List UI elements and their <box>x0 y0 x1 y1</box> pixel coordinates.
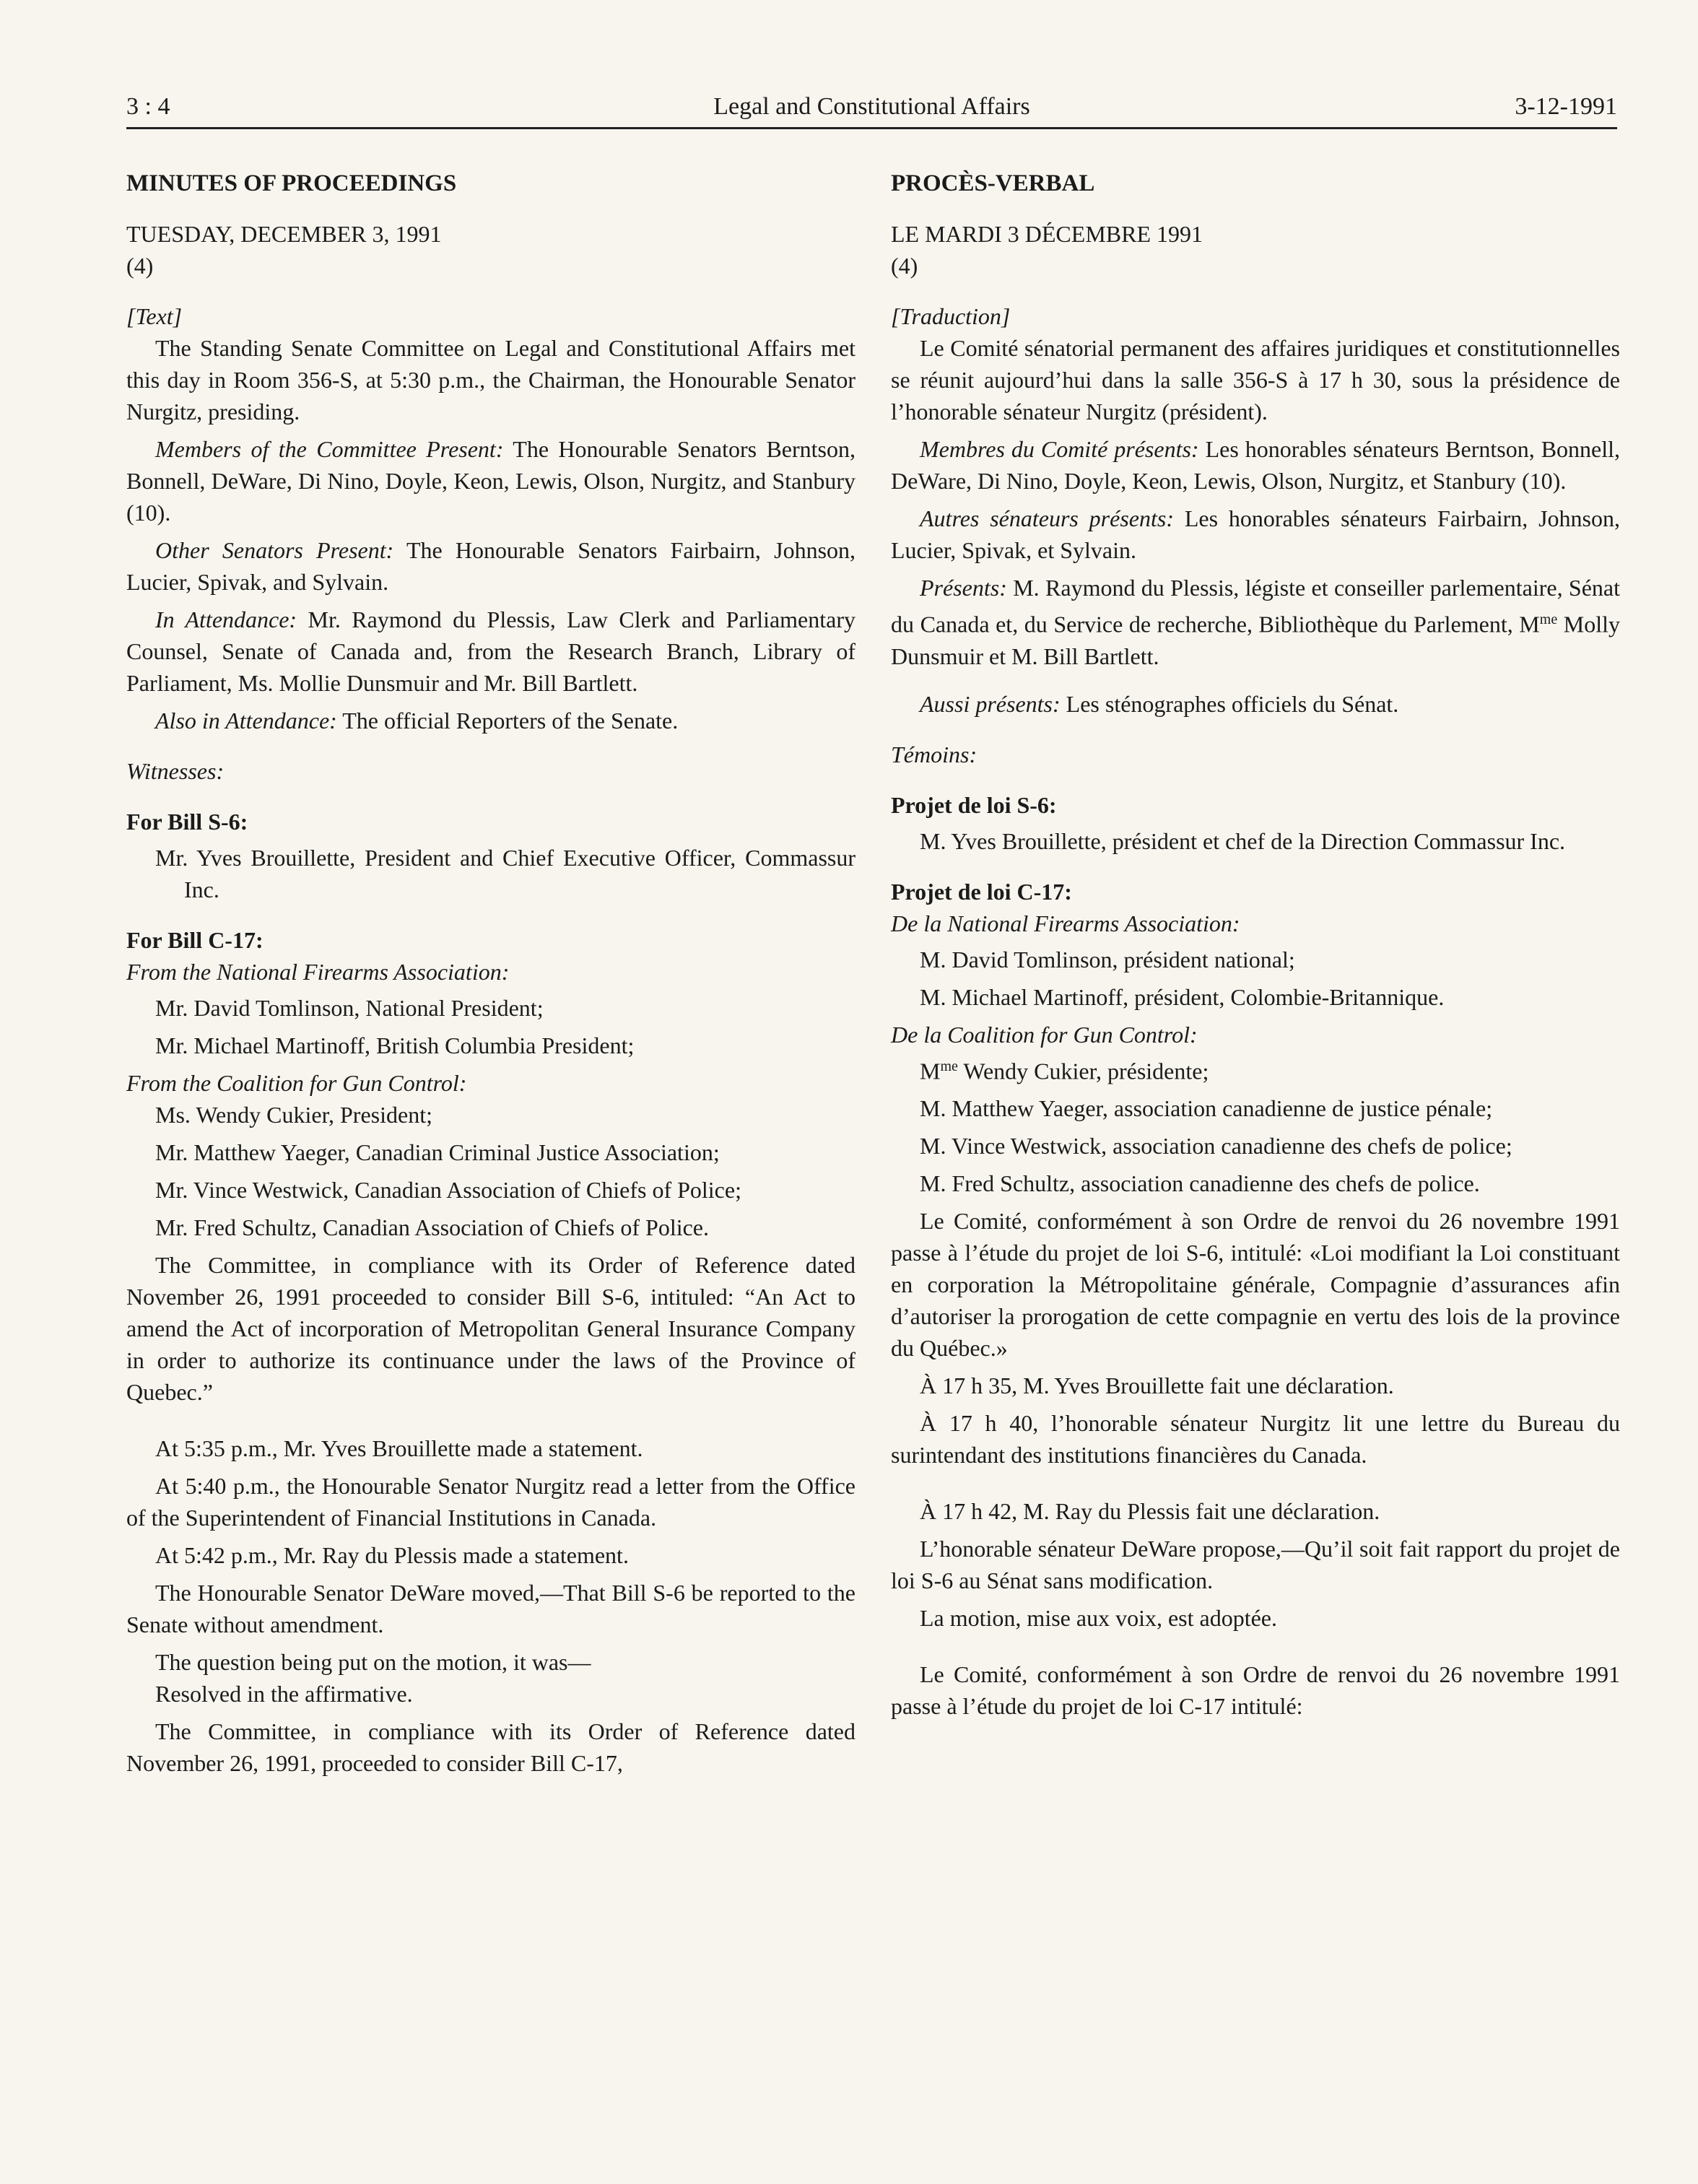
other-senators <box>126 534 855 598</box>
witness-name: Wendy Cukier, présidente; <box>957 1058 1209 1084</box>
question-paragraph: The question being put on the motion, it was— <box>155 1649 591 1675</box>
issue-number: (4) <box>126 253 154 279</box>
cgc-heading: From the Coalition for Gun Control: <box>126 1070 467 1096</box>
members-text: The Honourable Senators Berntson, Bonnell, DeWare, Di Nino, Doyle, Keon, Lewis, Olson, Nurgitz, and Stanbury (10). <box>126 436 856 526</box>
order-of-reference-s6: The Committee, in compliance with its Order of Reference dated November 26, 1991 proceeded to consider Bill S-6, intituled: “An Act to amend the Act of incorporation of Metropolitan General Insurance Company in order to authorize its continuance under the laws of the Province of Quebec.” <box>126 1252 855 1405</box>
adopted-paragraph: La motion, mise aux voix, est adoptée. <box>920 1605 1277 1632</box>
running-header <box>126 88 1617 126</box>
also-in-attendance <box>891 688 1620 720</box>
also-label: Also in Attendance: <box>155 708 337 734</box>
page-number: 3 : 4 <box>126 93 170 120</box>
witness-prefix: M <box>920 1058 941 1084</box>
members-present <box>891 433 1620 497</box>
witness-entry: M. Yves Brouillette, président et chef de la Direction Commassur Inc. <box>920 827 1566 854</box>
witness-entry: Mr. Yves Brouillette, President and Chief Executive Officer, Commassur Inc. <box>155 845 855 902</box>
attendance-label: In Attendance: <box>155 606 297 632</box>
witness-entry: M. Fred Schultz, association canadienne des chefs de police. <box>920 1170 1480 1197</box>
witness-entry <box>891 1050 1620 1087</box>
superscript: me <box>940 1058 958 1074</box>
also-text: Les sténographes officiels du Sénat. <box>1066 690 1399 717</box>
bill-c17-heading: For Bill C-17: <box>126 927 264 953</box>
members-label: Membres du Comité présents: <box>920 436 1199 462</box>
bill-s6-heading: Projet de loi S-6: <box>891 791 1057 818</box>
order-of-reference-c17: Le Comité, conformément à son Ordre de renvoi du 26 novembre 1991 passe à l’étude du projet de loi C-17 intitulé: <box>891 1661 1620 1720</box>
witness-entry: M. Michael Martinoff, président, Colombie-Britannique. <box>920 983 1445 1010</box>
statement-535: At 5:35 p.m., Mr. Yves Brouillette made a statement. <box>155 1435 643 1461</box>
section-heading: PROCÈS-VERBAL <box>891 170 1095 196</box>
letter-540: At 5:40 p.m., the Honourable Senator Nurgitz read a letter from the Office of the Superintendent of Financial Institutions in Canada. <box>126 1473 855 1531</box>
members-present <box>126 433 855 528</box>
nfa-heading: De la National Firearms Association: <box>891 910 1240 936</box>
section-heading: MINUTES OF PROCEEDINGS <box>126 170 457 196</box>
running-title: Legal and Constitutional Affairs <box>713 93 1030 120</box>
witness-entry: M. Matthew Yaeger, association canadienne de justice pénale; <box>920 1095 1493 1122</box>
english-column <box>126 168 855 1785</box>
superscript: me <box>1539 612 1558 627</box>
witnesses-heading: Témoins: <box>891 741 978 767</box>
witness-entry: Mr. David Tomlinson, National President; <box>155 995 544 1021</box>
cgc-heading: De la Coalition for Gun Control: <box>891 1021 1198 1048</box>
motion-paragraph: L’honorable sénateur DeWare propose,—Qu’il soit fait rapport du projet de loi S-6 au Sénat sans modification. <box>891 1536 1620 1594</box>
witness-entry: Mr. Fred Schultz, Canadian Association of Chiefs of Police. <box>155 1214 709 1240</box>
issue-number: (4) <box>891 253 918 279</box>
attendance-text-end: Molly Dunsmuir et M. Bill Bartlett. <box>891 611 1621 669</box>
statement-542: À 17 h 42, M. Ray du Plessis fait une déclaration. <box>920 1498 1380 1525</box>
attendance-text: Mr. Raymond du Plessis, Law Clerk and Parliamentary Counsel, Senate of Canada and, from the Research Branch, Library of Parliament, Ms. Mollie Dunsmuir and Mr. Bill Bartlett. <box>126 606 856 696</box>
also-label: Aussi présents: <box>920 690 1061 717</box>
french-column <box>891 168 1620 1728</box>
motion-paragraph: The Honourable Senator DeWare moved,—That Bill S-6 be reported to the Senate without amendment. <box>126 1580 855 1637</box>
bill-s6-heading: For Bill S-6: <box>126 809 248 835</box>
witness-entry: M. Vince Westwick, association canadienne des chefs de police; <box>920 1133 1512 1160</box>
header-rule <box>126 127 1617 129</box>
attendance-label: Présents: <box>920 575 1007 601</box>
opening-paragraph: Le Comité sénatorial permanent des affaires juridiques et constitutionnelles se réunit aujourd’hui dans la salle 356-S à 17 h 30, sous la présidence de l’honorable sénateur Nurgitz (président). <box>891 335 1620 425</box>
meeting-date: LE MARDI 3 DÉCEMBRE 1991 <box>891 221 1203 247</box>
witnesses-heading: Witnesses: <box>126 758 225 784</box>
witness-entry: Mr. Matthew Yaeger, Canadian Criminal Justice Association; <box>155 1139 720 1165</box>
witness-entry: M. David Tomlinson, président national; <box>920 946 1295 973</box>
other-senators <box>891 503 1620 566</box>
opening-paragraph: The Standing Senate Committee on Legal and Constitutional Affairs met this day in Room 356-S, at 5:30 p.m., the Chairman, the Honourable Senator Nurgitz, presiding. <box>126 335 855 425</box>
in-attendance <box>126 604 855 699</box>
meeting-date: TUESDAY, DECEMBER 3, 1991 <box>126 221 442 247</box>
also-text: The official Reporters of the Senate. <box>342 708 679 734</box>
header-date: 3-12-1991 <box>1515 93 1617 120</box>
order-of-reference-s6: Le Comité, conformément à son Ordre de renvoi du 26 novembre 1991 passe à l’étude du projet de loi S-6, intitulé: «Loi modifiant la Loi constituant en corporation la Métropolitaine générale, Compagnie d’assurances afin d’autoriser la prorogation de cette compagnie en vertu des lois de la province du Québec.» <box>891 1208 1620 1362</box>
nfa-heading: From the National Firearms Association: <box>126 959 510 985</box>
in-attendance <box>891 572 1620 672</box>
statement-535: À 17 h 35, M. Yves Brouillette fait une déclaration. <box>920 1372 1394 1399</box>
witness-entry: Mr. Vince Westwick, Canadian Association of Chiefs of Police; <box>155 1177 741 1203</box>
others-label: Other Senators Present: <box>155 537 394 563</box>
attendance-text: M. Raymond du Plessis, légiste et conseiller parlementaire, Sénat du Canada et, du Service de recherche, Bibliothèque du Parlement, M <box>891 575 1621 638</box>
order-of-reference-c17: The Committee, in compliance with its Order of Reference dated November 26, 1991, proceeded to consider Bill C-17, <box>126 1718 855 1776</box>
others-label: Autres sénateurs présents: <box>920 505 1174 531</box>
bill-c17-heading: Projet de loi C-17: <box>891 878 1072 905</box>
members-text: Les honorables sénateurs Berntson, Bonnell, DeWare, Di Nino, Doyle, Keon, Lewis, Olson, Nurgitz, et Stanbury (10). <box>891 436 1621 494</box>
witness-entry: Mr. Michael Martinoff, British Columbia President; <box>155 1032 635 1058</box>
letter-540: À 17 h 40, l’honorable sénateur Nurgitz lit une lettre du Bureau du surintendant des institutions financières du Canada. <box>891 1410 1620 1469</box>
witness-entry: Ms. Wendy Cukier, President; <box>155 1102 432 1128</box>
resolved-paragraph: Resolved in the affirmative. <box>155 1681 413 1707</box>
others-text: Les honorables sénateurs Fairbairn, Johnson, Lucier, Spivak, et Sylvain. <box>891 505 1620 563</box>
members-label: Members of the Committee Present: <box>155 436 504 462</box>
text-tag: [Text] <box>126 303 183 329</box>
text-tag: [Traduction] <box>891 303 1011 329</box>
others-text: The Honourable Senators Fairbairn, Johnson, Lucier, Spivak, and Sylvain. <box>126 537 856 595</box>
also-in-attendance <box>126 705 855 736</box>
statement-542: At 5:42 p.m., Mr. Ray du Plessis made a statement. <box>155 1542 629 1568</box>
